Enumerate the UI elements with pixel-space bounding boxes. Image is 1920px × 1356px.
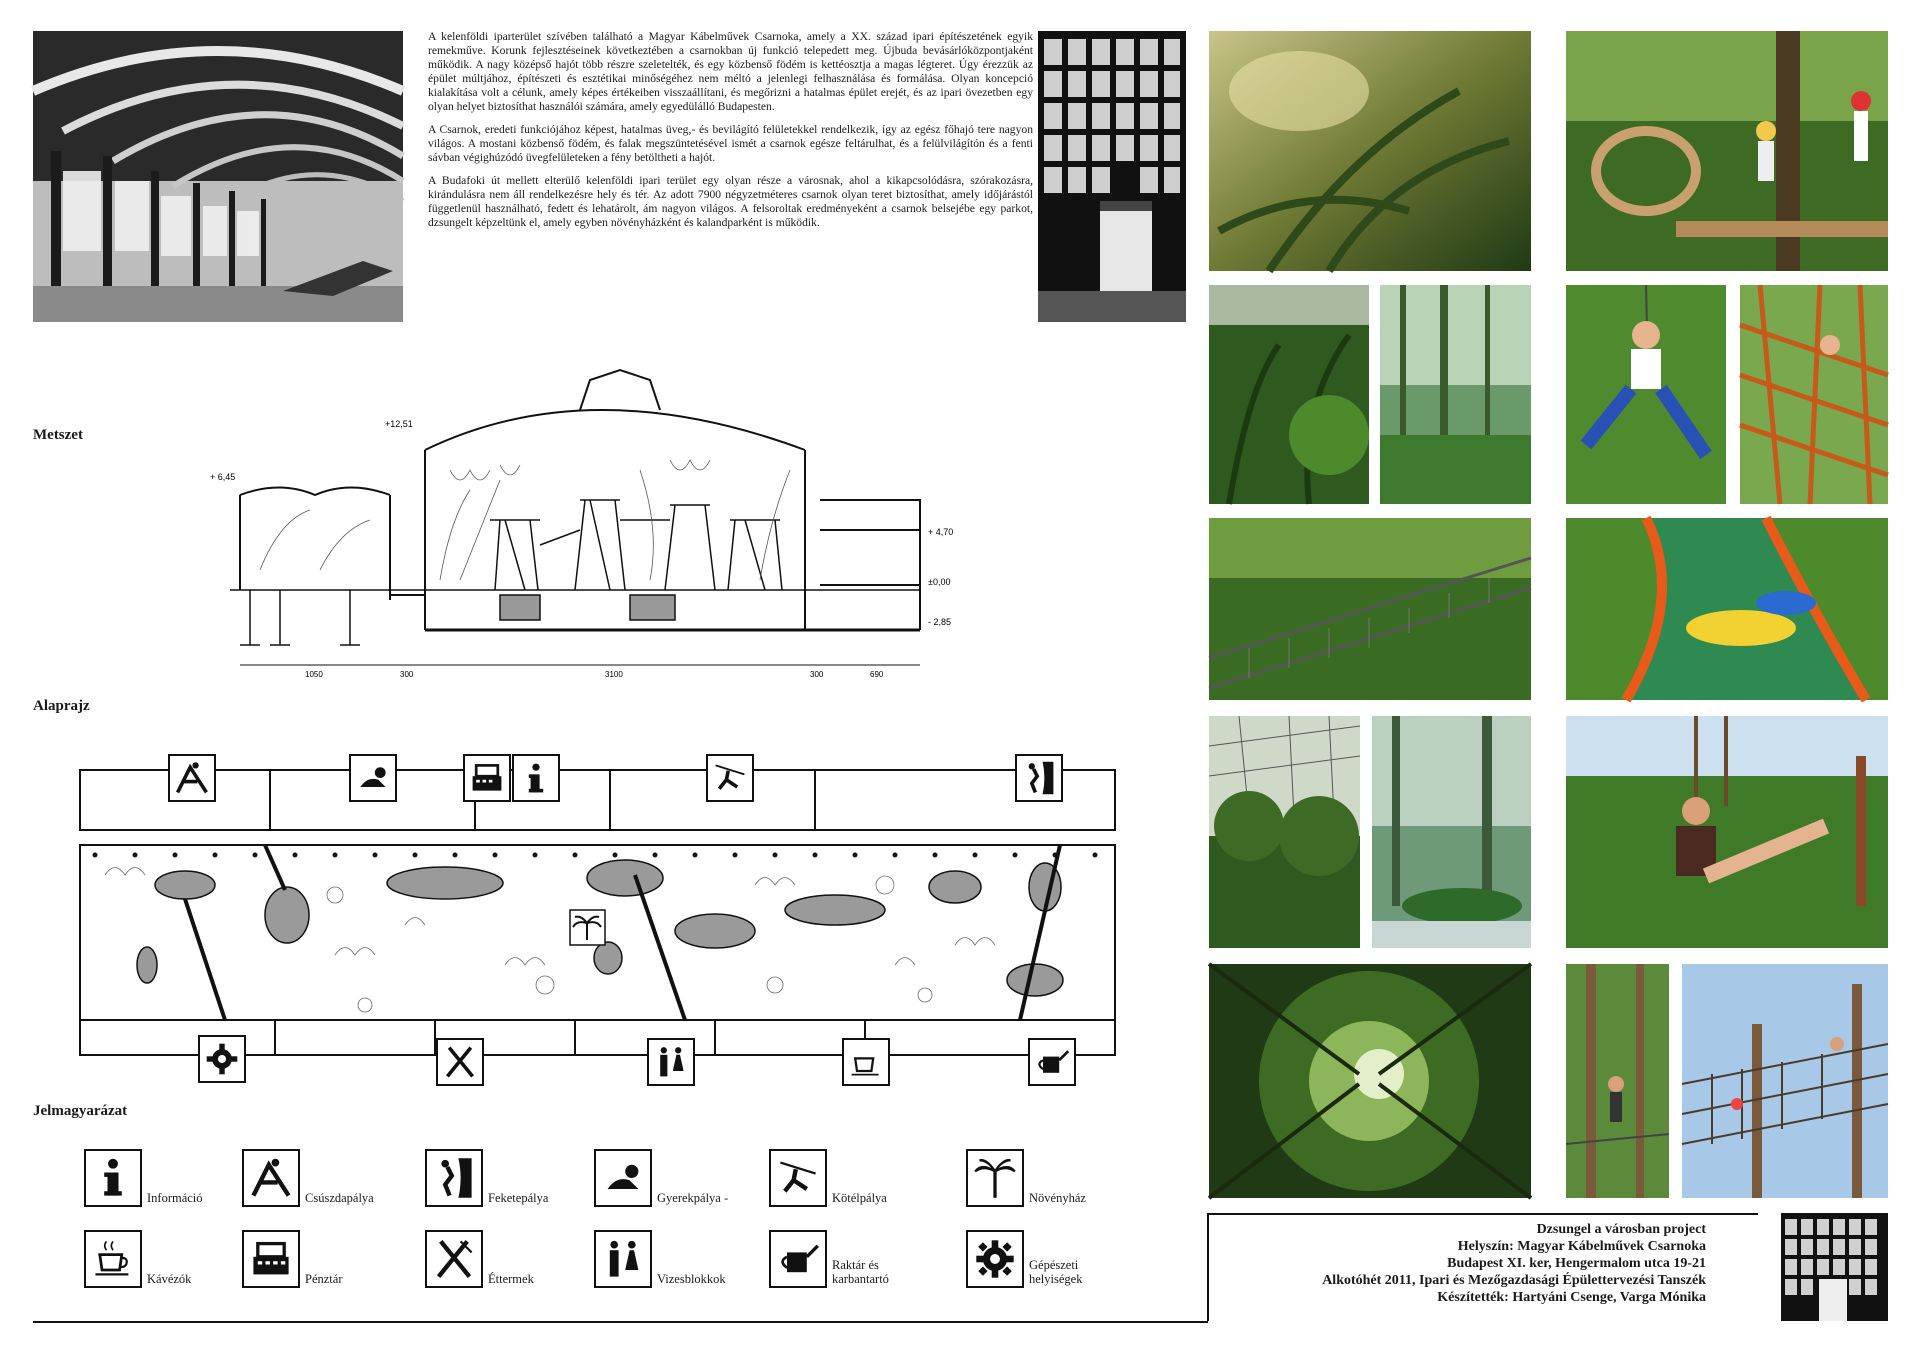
rope-course-kids-photo — [1566, 31, 1888, 271]
legend-slide-label: Csúszdapálya — [305, 1191, 374, 1205]
legend-kids-label: Gyerekpálya - — [657, 1191, 729, 1205]
level-right-1: + 4,70 — [928, 527, 954, 537]
tube-slide-photo — [1566, 518, 1888, 700]
plan-info-icon — [512, 754, 560, 802]
project-address: Budapest XI. ker, Hengermalom utca 19-21 — [1447, 1256, 1706, 1271]
project-location: Helyszín: Magyar Kábelművek Csarnoka — [1457, 1239, 1706, 1254]
dim-4: 300 — [810, 670, 824, 679]
facade-window-photo — [1038, 31, 1186, 322]
legend-restroom-label: Vizesblokkok — [657, 1272, 726, 1286]
legend-zipline-label: Kötélpálya — [832, 1191, 887, 1205]
description-paragraph-2: A Csarnok, eredeti funkciójához képest, hatalmas üveg,- és bevilágító felületekkel rendelkezik, így az egész főhajó tere nagyon világos. A mostani közbenső födém, és falak megszüntetésével ismét a csarnok egésze feltárulhat, és a felülvilágítón és a fenti sávban végighúzódó üvegfelületeken a fény betöltheti a hajót. — [428, 123, 1033, 164]
plan-restroom-icon — [647, 1038, 695, 1086]
legend-mechanical-label: Gépészeti helyiségek — [1029, 1258, 1083, 1286]
description-paragraph-3: A Budafoki út mellett elterülő kelenföldi ipari terület egy olyan része a városnak, ahol a kikapcsolódásra, szórakozásra, kirándulásra nem áll rendelkezésre hely és tér. Az adott 7900 négyzetméteres csarnok olyan teret biztosíthat, amely időjárástól függetlenül használható, fedett és lehatárolt, ám nagyon világos. A felsoroltak eredményeként a csarnok belsejébe egy parkot, dzsungelt képzeltünk el, amely egyben növényházként és kalandparként is működik. — [428, 174, 1033, 229]
floor-plan-label: Alaprajz — [33, 698, 90, 714]
slide-icon — [242, 1149, 300, 1207]
legend-restaurant-label: Éttermek — [488, 1272, 534, 1286]
bottom-rule — [33, 1321, 1208, 1323]
plan-fork-knife-icon — [436, 1038, 484, 1086]
misty-pond-forest-photo — [1372, 716, 1531, 948]
project-description — [428, 30, 1033, 239]
historic-hall-photo — [33, 31, 403, 322]
legend-info — [84, 1143, 203, 1207]
legend-cafe-label: Kávézók — [147, 1272, 192, 1286]
legend-greenhouse — [966, 1143, 1086, 1207]
legend-restroom — [594, 1224, 726, 1288]
section-drawing-label: Metszet — [33, 427, 83, 443]
cross-section-drawing — [200, 370, 954, 680]
dim-1: 1050 — [305, 670, 323, 679]
legend-kids — [594, 1143, 728, 1207]
canopy-from-below-photo — [1209, 964, 1531, 1198]
legend-info-label: Információ — [147, 1191, 203, 1205]
level-top: +12,51 — [385, 419, 413, 429]
dim-5: 690 — [870, 670, 884, 679]
level-right-3: - 2,85 — [928, 617, 952, 627]
jungle-sunlight-photo — [1209, 31, 1531, 271]
legend-climber — [425, 1143, 548, 1207]
climber-icon — [425, 1149, 483, 1207]
restroom-icon — [594, 1230, 652, 1288]
plan-zipline-icon — [706, 754, 754, 802]
plan-coffee-icon — [842, 1038, 890, 1086]
project-title: Dzsungel a városban project — [1536, 1222, 1706, 1237]
misty-forest-photo — [1380, 285, 1531, 504]
floor-plan-drawing — [75, 765, 1120, 1065]
cash-register-icon — [242, 1230, 300, 1288]
rope-course-towers-photo — [1566, 964, 1669, 1198]
baby-icon — [594, 1149, 652, 1207]
canopy-bridge-photo — [1209, 518, 1531, 700]
plan-baby-icon — [349, 754, 397, 802]
project-info — [1322, 1221, 1706, 1306]
palm-icon — [966, 1149, 1024, 1207]
rope-swing-boy-photo — [1566, 285, 1726, 504]
legend-label: Jelmagyarázat — [33, 1103, 128, 1119]
watering-can-icon — [769, 1230, 827, 1288]
legend-zipline — [769, 1143, 887, 1207]
dim-2: 300 — [400, 670, 414, 679]
zipline-icon — [769, 1149, 827, 1207]
legend-slide — [242, 1143, 374, 1207]
level-left: + 6,45 — [210, 472, 236, 482]
legend-mechanical — [966, 1224, 1109, 1288]
greenhouse-interior-photo — [1209, 285, 1369, 504]
facade-thumbnail — [1781, 1213, 1888, 1321]
legend-storage-label: Raktár és karbantartó — [832, 1258, 889, 1286]
legend-cashier-label: Pénztár — [305, 1272, 343, 1286]
description-paragraph-1: A kelenföldi iparterület szívében található a Magyar Kábelművek Csarnoka, amely a XX. század ipari építészetének egyik remekműve. Korunk fejlesztéseinek következtében a csarnokban új funkció telepedett meg. Újbuda bevásárlóközpontjaként működik. A nagy középső hajót több részre szeletelték, és egy közbenső födém is kettéosztja a magas légteret. Úgy érezzük az épület múltjához, építészeti és esztétikai minőségéhez nem méltó a jelenlegi felhasználása és formálása. Olyan koncepció kialakítása volt a célunk, amely képes értékeiben visszaállítani, és megőrizni a hatalmas épület erejét, és az ipari övezetben egy olyan helyet biztosíthat használói számára, amely egyedülálló Budapesten. — [428, 30, 1033, 113]
plan-watering-can-icon — [1028, 1038, 1076, 1086]
zipline-woman-photo — [1566, 716, 1888, 948]
dim-3: 3100 — [605, 670, 623, 679]
legend-storage — [769, 1224, 928, 1288]
legend-greenhouse-label: Növényház — [1029, 1191, 1086, 1205]
plan-slide-icon — [168, 754, 216, 802]
legend-climber-label: Feketepálya — [488, 1191, 549, 1205]
project-authors: Készítették: Hartyáni Csenge, Varga Mónika — [1437, 1290, 1706, 1305]
rope-net-bridge-photo — [1682, 964, 1888, 1198]
plan-gear-icon — [198, 1035, 246, 1083]
level-right-2: ±0,00 — [928, 577, 951, 587]
legend-restaurant — [425, 1224, 534, 1288]
info-icon — [84, 1149, 142, 1207]
legend-cashier — [242, 1224, 342, 1288]
plan-climber-icon — [1015, 754, 1063, 802]
project-event: Alkotóhét 2011, Ipari és Mezőgazdasági Épülettervezési Tanszék — [1322, 1273, 1706, 1288]
coffee-icon — [84, 1230, 142, 1288]
legend-cafe — [84, 1224, 191, 1288]
plan-cash-register-icon — [463, 754, 511, 802]
rope-net-climbing-photo — [1740, 285, 1888, 504]
fork-knife-icon — [425, 1230, 483, 1288]
palm-greenhouse-photo — [1209, 716, 1360, 948]
gear-icon — [966, 1230, 1024, 1288]
